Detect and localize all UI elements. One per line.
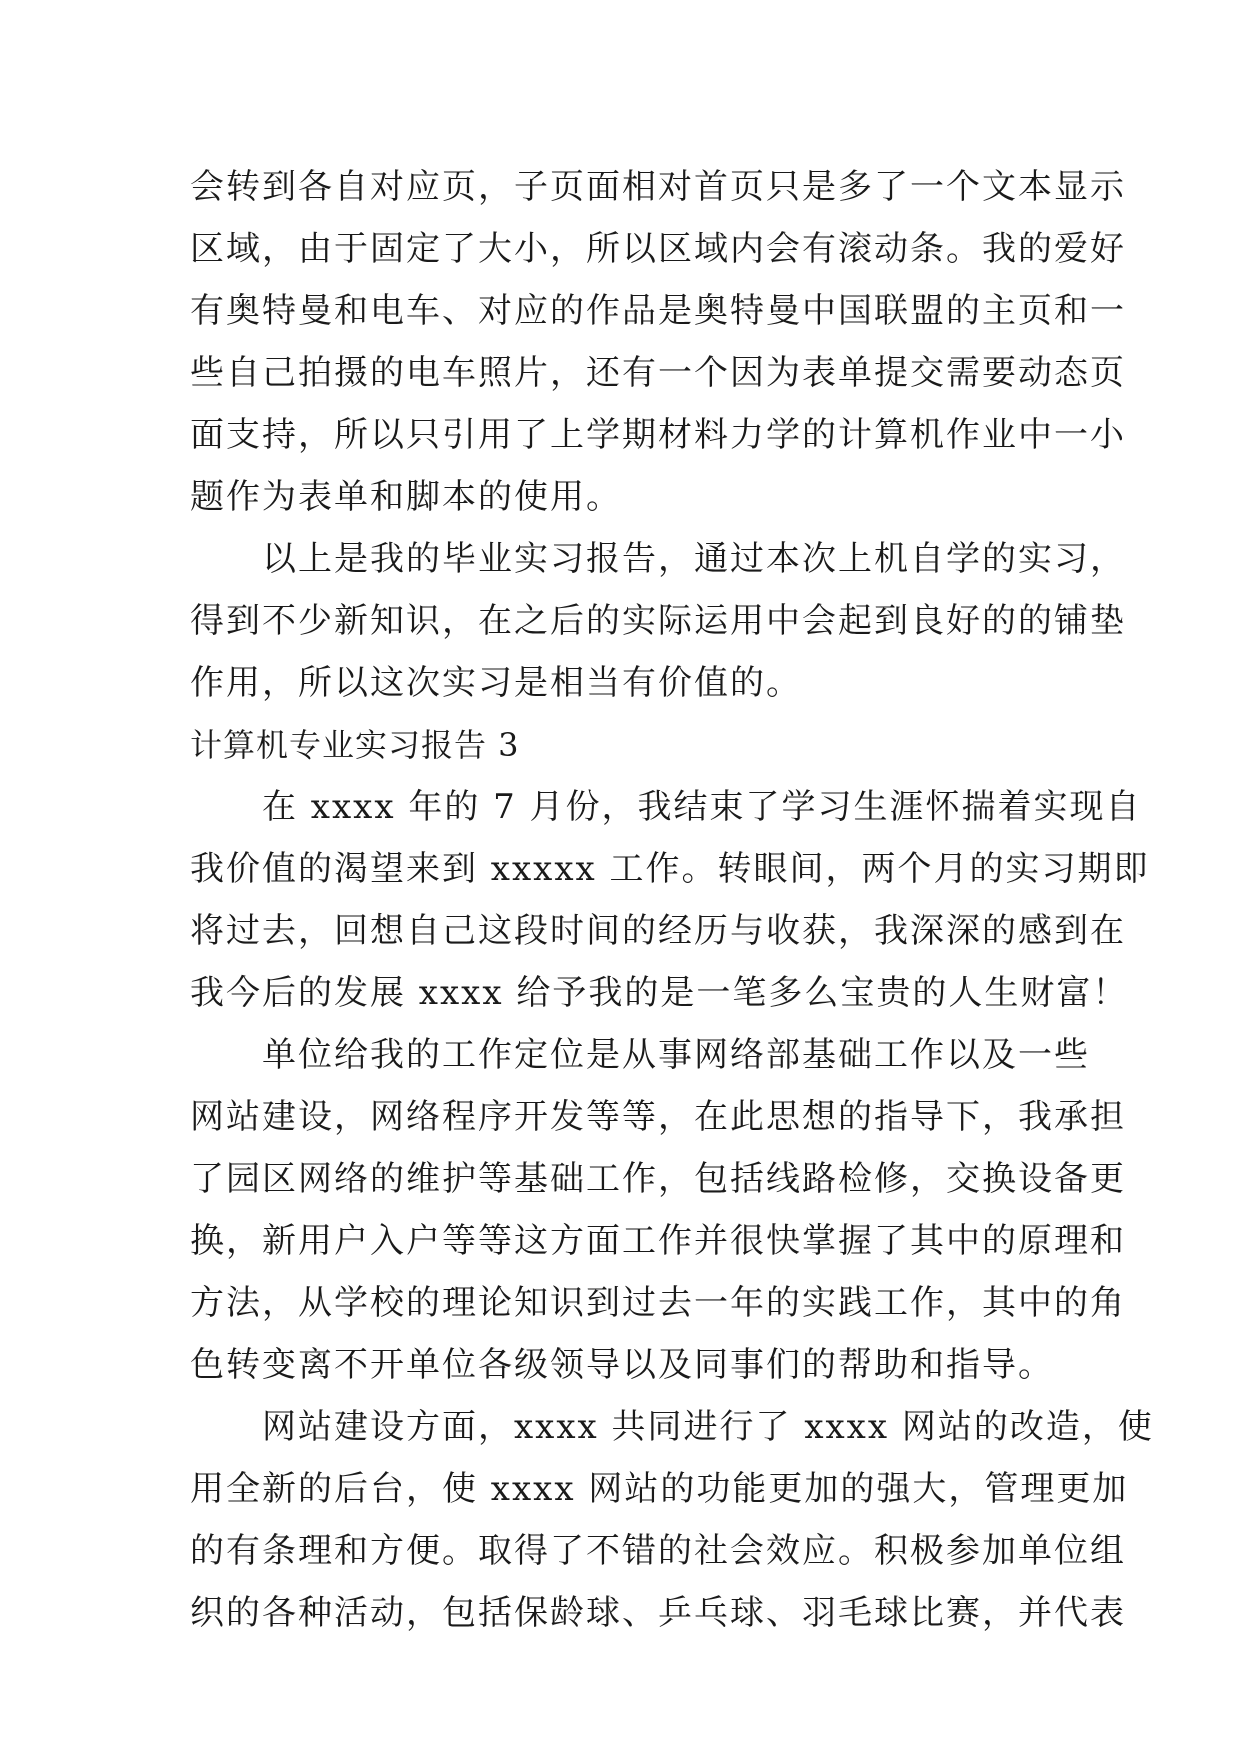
- text-line: 织的各种活动，包括保龄球、乒乓球、羽毛球比赛，并代表: [190, 1593, 1126, 1633]
- document-body: [190, 156, 1154, 1644]
- text-line: 题作为表单和脚本的使用。: [190, 477, 622, 517]
- text-line: 以上是我的毕业实习报告，通过本次上机自学的实习，: [190, 539, 1126, 579]
- text-line: 单位给我的工作定位是从事网络部基础工作以及一些: [190, 1035, 1090, 1075]
- text-line: 作用，所以这次实习是相当有价值的。: [190, 663, 802, 703]
- text-line: 在 xxxx 年的 7 月份，我结束了学习生涯怀揣着实现自: [190, 787, 1142, 827]
- text-line: 将过去，回想自己这段时间的经历与收获，我深深的感到在: [190, 911, 1126, 951]
- text-line: 用全新的后台，使 xxxx 网站的功能更加的强大，管理更加: [190, 1469, 1129, 1509]
- text-line: 网站建设方面，xxxx 共同进行了 xxxx 网站的改造，使: [190, 1407, 1154, 1447]
- text-line: 我今后的发展 xxxx 给予我的是一笔多么宝贵的人生财富！: [190, 973, 1129, 1013]
- text-line: 网站建设，网络程序开发等等，在此思想的指导下，我承担: [190, 1097, 1126, 1137]
- section-heading: 计算机专业实习报告 3: [190, 726, 520, 764]
- text-line: 会转到各自对应页，子页面相对首页只是多了一个文本显示: [190, 167, 1126, 207]
- text-line: 区域，由于固定了大小，所以区域内会有滚动条。我的爱好: [190, 229, 1126, 269]
- text-line: 得到不少新知识，在之后的实际运用中会起到良好的的铺垫: [190, 601, 1126, 641]
- text-line: 些自己拍摄的电车照片，还有一个因为表单提交需要动态页: [190, 353, 1126, 393]
- text-line: 有奥特曼和电车、对应的作品是奥特曼中国联盟的主页和一: [190, 291, 1126, 331]
- text-line: 我价值的渴望来到 xxxxx 工作。转眼间，两个月的实习期即: [190, 849, 1150, 889]
- text-line: 的有条理和方便。取得了不错的社会效应。积极参加单位组: [190, 1531, 1126, 1571]
- text-line: 色转变离不开单位各级领导以及同事们的帮助和指导。: [190, 1345, 1054, 1385]
- text-line: 方法，从学校的理论知识到过去一年的实践工作，其中的角: [190, 1283, 1126, 1323]
- text-line: 换，新用户入户等等这方面工作并很快掌握了其中的原理和: [190, 1221, 1126, 1261]
- text-line: 面支持，所以只引用了上学期材料力学的计算机作业中一小: [190, 415, 1126, 455]
- text-line: 了园区网络的维护等基础工作，包括线路检修，交换设备更: [190, 1159, 1126, 1199]
